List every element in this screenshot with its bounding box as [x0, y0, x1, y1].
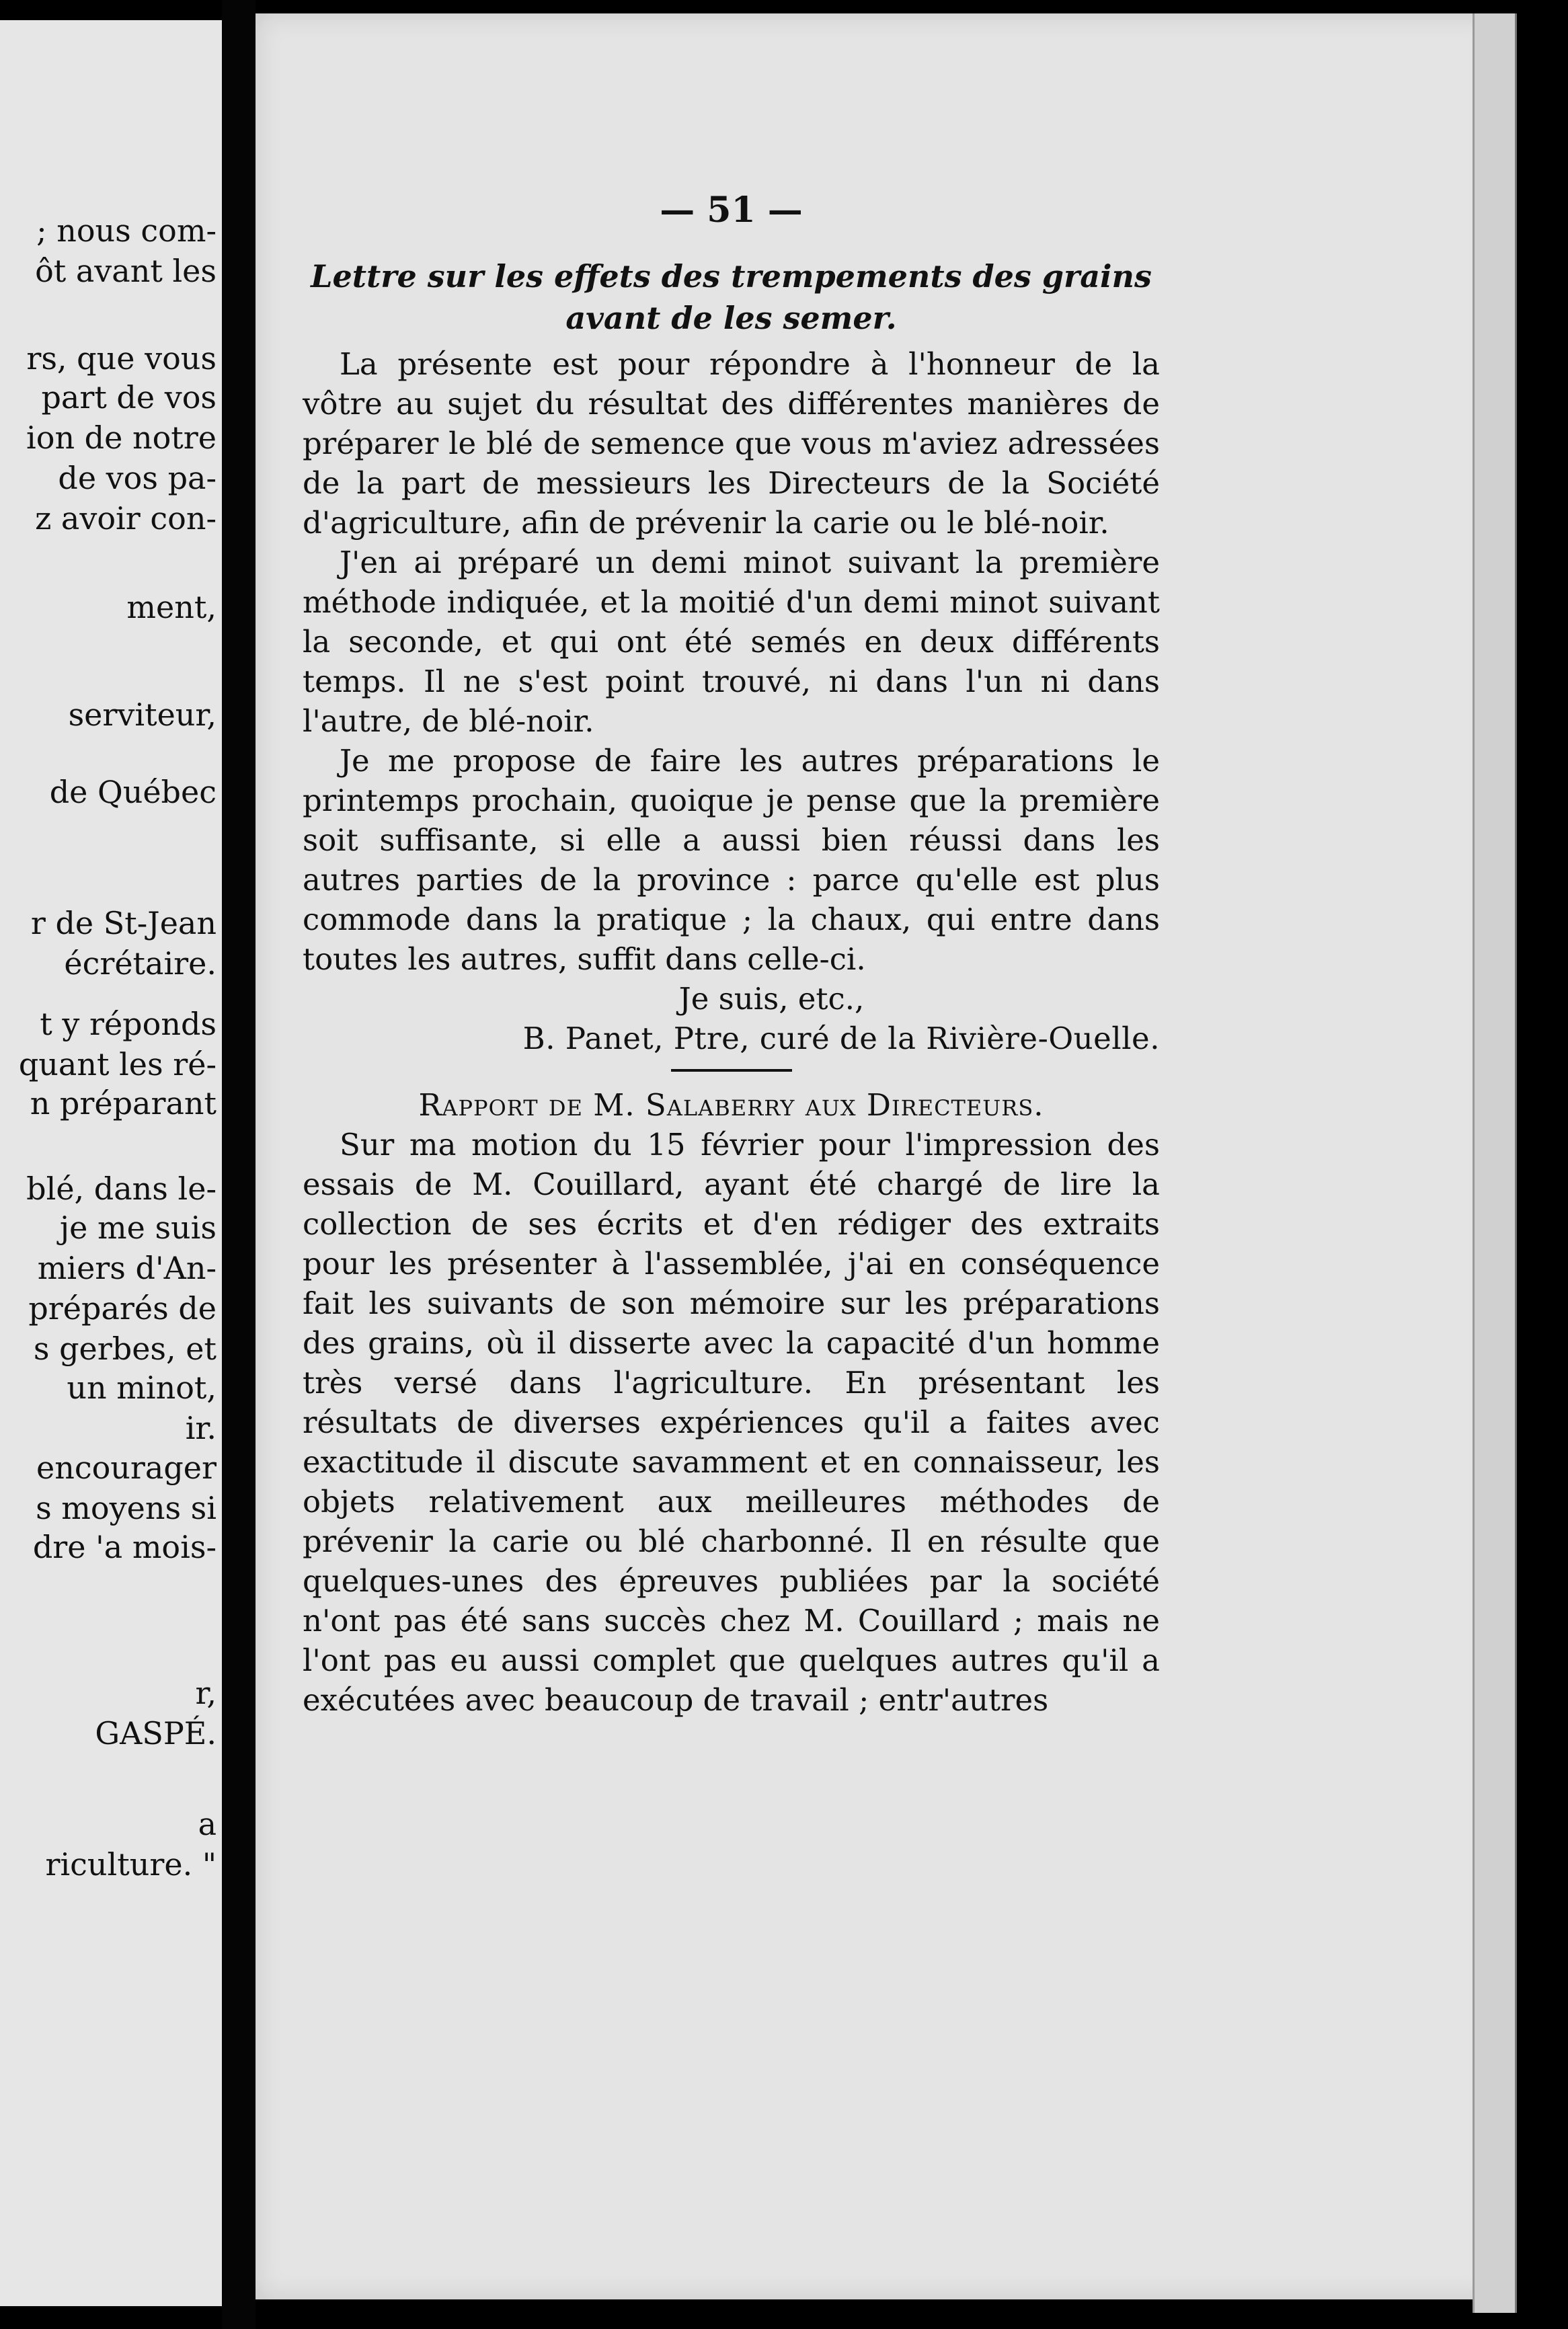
letter-paragraph-3: Je me propose de faire les autres préparations le printemps prochain, quoique je pense que la première soit suffisante, si elle a aussi bien réussi dans les autres parties de la province : parce qu'elle est plus commode dans la pratique ; la chaux, qui entre dans toutes les autres, suffit dans celle-ci. [303, 743, 1160, 977]
letter-heading-line-1: Lettre sur les effets des trempements des grains [311, 258, 1152, 294]
letter-signature: B. Panet, Ptre, curé de la Rivière-Ouelle. [522, 1021, 1160, 1056]
page-gutter [222, 0, 256, 2329]
report-paragraph: Sur ma motion du 15 février pour l'impression des essais de M. Couillard, ayant été chargé de lire la collection de ses écrits et d'en rédiger des extraits pour les présenter à l'assemblée, j'ai en conséquence fait les suivants de son mémoire sur les préparations des grains, où il disserte avec la capacité d'un homme très versé dans l'agriculture. En présentant les résultats de diverses expériences qu'il a faites avec exactitude il discute savamment et en connaisseur, les objets relativement aux meilleures méthodes de prévenir la carie ou blé charbonné. Il en résulte que quelques-unes des épreuves publiées par la société n'ont pas été sans succès chez M. Couillard ; mais ne l'ont pas eu aussi complet que quelques autres qu'il a exécutées avec beaucoup de travail ; entr'autres [303, 1127, 1160, 1718]
left-facing-page [0, 20, 222, 2306]
left-page-line: z avoir con- [35, 500, 217, 537]
left-page-line: ment, [126, 589, 217, 625]
letter-heading [303, 255, 1160, 339]
report-heading: Rapport de M. Salaberry aux Directeurs. [418, 1087, 1044, 1123]
left-page-line: dre 'a mois- [32, 1529, 217, 1565]
page-number: — 51 — [660, 190, 803, 231]
left-page-line: part de vos [41, 379, 217, 416]
left-page-line: r, [195, 1675, 217, 1711]
left-page-line: s moyens si [36, 1490, 217, 1526]
left-page-line: riculture. " [45, 1846, 217, 1883]
left-page-line: ion de notre [26, 420, 217, 456]
left-page-line: n préparant [30, 1085, 217, 1121]
left-page-line: préparés de [28, 1290, 217, 1327]
letter-paragraph-2: J'en ai préparé un demi minot suivant la première méthode indiquée, et la moitié d'un demi minot suivant la seconde, et qui ont été semés en deux différents temps. Il ne s'est point trouvé, ni dans l'un ni dans l'autre, de blé-noir. [303, 545, 1160, 739]
letter-signoff: Je suis, etc., [678, 981, 865, 1017]
left-page-line: r de St-Jean [30, 905, 217, 941]
left-page-line: s gerbes, et [33, 1331, 217, 1367]
left-page-line: a [198, 1806, 217, 1842]
letter-paragraph-1: La présente est pour répondre à l'honneur de la vôtre au sujet du résultat des différentes manières de préparer le blé de semence que vous m'aviez adressées de la part de messieurs les Directeurs de la Société d'agriculture, afin de prévenir la carie ou le blé-noir. [303, 346, 1160, 541]
left-page-line: serviteur, [68, 697, 217, 733]
left-page-line: rs, que vous [26, 340, 217, 377]
page-text-block [303, 175, 1160, 1720]
left-page-line: ôt avant les [35, 253, 217, 289]
main-page [256, 13, 1499, 2299]
section-divider [671, 1069, 792, 1072]
left-page-line: blé, dans le- [26, 1171, 217, 1207]
left-page-line: GASPÉ. [95, 1715, 217, 1751]
left-page-line: ; nous com- [36, 212, 217, 249]
left-page-line: t y réponds [40, 1006, 217, 1042]
left-page-line: quant les ré- [18, 1046, 217, 1082]
left-page-line: je me suis [59, 1210, 217, 1246]
left-page-line: de vos pa- [58, 460, 217, 496]
left-page-line: miers d'An- [37, 1250, 217, 1286]
page-edge [1473, 13, 1517, 2313]
left-page-line: encourager [36, 1450, 217, 1486]
left-page-line: écrétaire. [64, 945, 217, 982]
letter-heading-line-2: avant de les semer. [565, 300, 897, 336]
left-page-line: un minot, [67, 1370, 217, 1406]
left-page-line: de Québec [49, 774, 217, 810]
left-page-line: ir. [185, 1410, 217, 1446]
